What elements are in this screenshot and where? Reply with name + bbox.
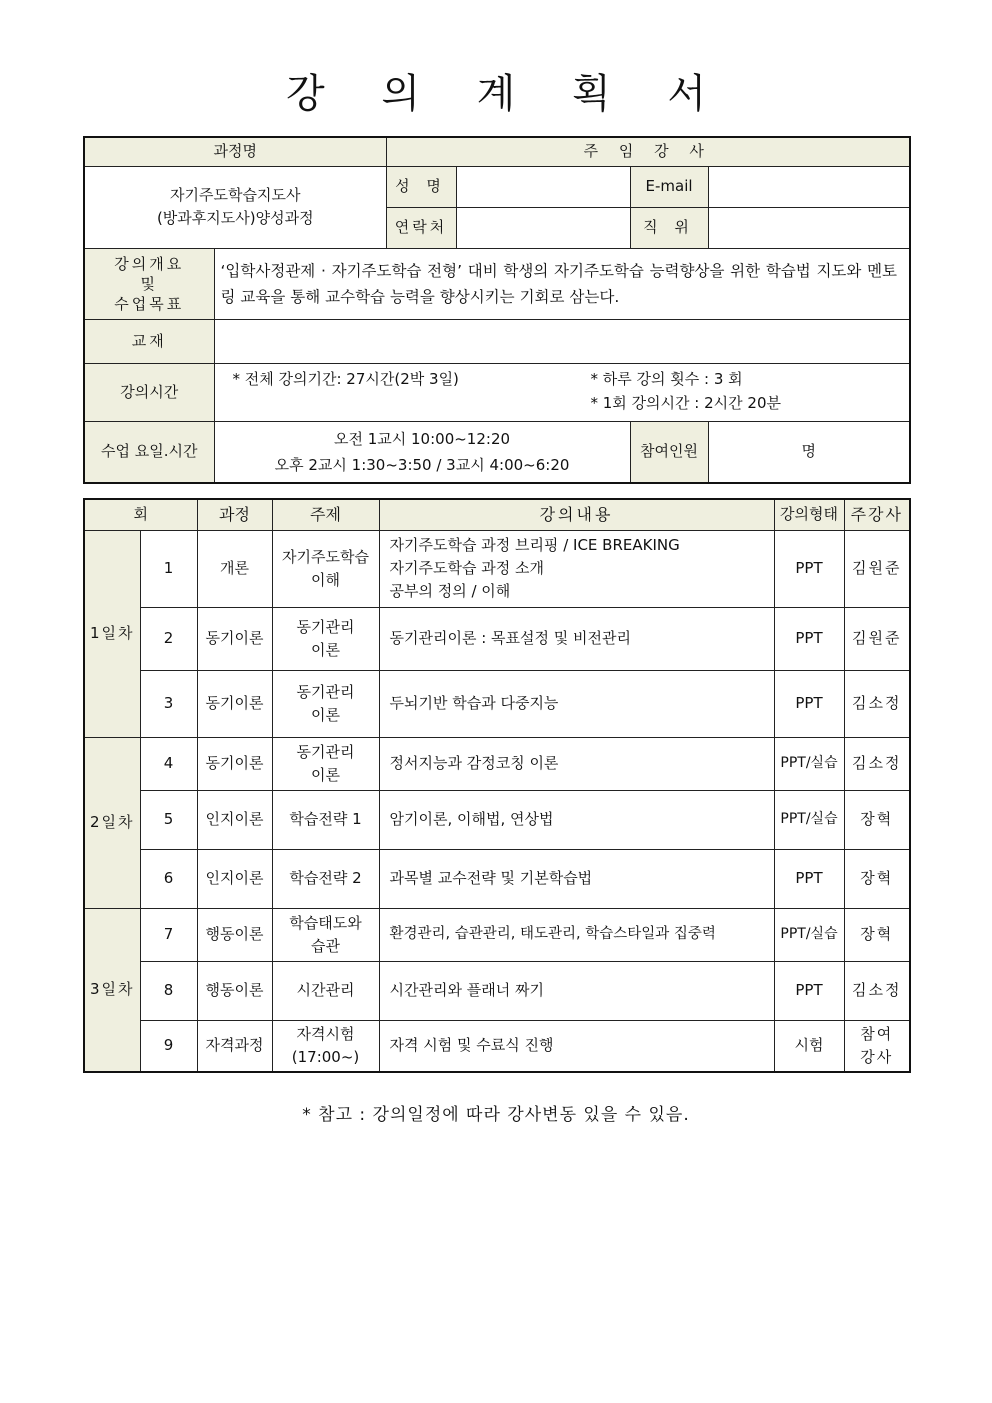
lecturer-header: 주강사 [844, 499, 910, 530]
row-number: 9 [140, 1020, 197, 1072]
day-label: 3일차 [84, 908, 140, 1072]
row-course: 자격과정 [197, 1020, 272, 1072]
row-format: 시험 [774, 1020, 844, 1072]
table-row [84, 670, 910, 737]
row-content: 과목별 교수전략 및 기본학습법 [379, 849, 774, 908]
row-lecturer: 장혁 [844, 790, 910, 849]
row-content: 환경관리, 습관관리, 태도관리, 학습스타일과 집중력 [379, 908, 774, 961]
table-row [84, 737, 910, 790]
row-lecturer-line1: 참여 [860, 1024, 894, 1043]
day-label: 1일차 [84, 530, 140, 737]
format-header: 강의형태 [774, 499, 844, 530]
table-row [84, 530, 910, 607]
overview-label-line2: 및 [140, 274, 158, 293]
row-lecturer: 김소정 [844, 737, 910, 790]
footnote: * 참고 : 강의일정에 따라 강사변동 있을 수 있음. [302, 1105, 690, 1125]
row-format: PPT/실습 [774, 737, 844, 790]
email-value[interactable] [708, 166, 910, 207]
session-time: * 1회 강의시간 : 2시간 20분 [590, 393, 781, 412]
row-lecturer: 김소정 [844, 961, 910, 1020]
schedule-label: 수업 요일.시간 [84, 421, 214, 483]
row-topic: 시간관리 [272, 961, 379, 1020]
row-topic-line1: 동기관리 [296, 682, 355, 701]
row-topic-line1: 자기주도학습 [282, 547, 369, 566]
row-topic-line2: 이해 [311, 570, 340, 589]
name-label: 성 명 [386, 166, 456, 207]
overview-label-line3: 수업목표 [114, 294, 185, 313]
row-topic-line2: 습관 [311, 936, 340, 955]
row-topic-line1: 동기관리 [296, 617, 355, 636]
lecture-time-details [214, 363, 910, 421]
row-format: PPT [774, 530, 844, 607]
row-number: 1 [140, 530, 197, 607]
overview-text: ‘입학사정관제 · 자기주도학습 전형’ 대비 학생의 자기주도학습 능력향상을 위한 학습법 지도와 멘토링 교육을 통해 교수학습 능력을 향상시키는 기회로 삼는다. [214, 248, 910, 319]
course-name-value [84, 166, 386, 248]
row-lecturer [844, 1020, 910, 1072]
afternoon-session: 오후 2교시 1:30~3:50 / 3교시 4:00~6:20 [274, 455, 570, 474]
row-topic-line2: 이론 [311, 705, 340, 724]
table-row [84, 849, 910, 908]
day-label: 2일차 [84, 737, 140, 908]
row-lecturer: 장혁 [844, 849, 910, 908]
contact-label: 연락처 [386, 207, 456, 248]
row-lecturer: 김원준 [844, 607, 910, 670]
participants-value: 명 [708, 421, 910, 483]
overview-label-line1: 강의개요 [114, 254, 185, 273]
row-format: PPT/실습 [774, 908, 844, 961]
row-topic [272, 670, 379, 737]
row-topic [272, 1020, 379, 1072]
schedule-table [83, 498, 911, 1073]
round-header: 회 [84, 499, 197, 530]
instructor-header: 주 임 강 사 [386, 137, 910, 166]
row-topic-line1: 학습태도와 [289, 913, 362, 932]
row-number: 2 [140, 607, 197, 670]
row-number: 3 [140, 670, 197, 737]
course-info-table [83, 136, 911, 484]
class-hours [214, 421, 630, 483]
row-topic [272, 908, 379, 961]
row-course: 행동이론 [197, 961, 272, 1020]
page-title: 강 의 계 획 서 [285, 71, 729, 117]
row-topic [272, 607, 379, 670]
contact-value[interactable] [456, 207, 630, 248]
row-content: 시간관리와 플래너 짜기 [379, 961, 774, 1020]
row-content: 암기이론, 이해법, 연상법 [379, 790, 774, 849]
row-lecturer: 장혁 [844, 908, 910, 961]
row-format: PPT [774, 961, 844, 1020]
row-format: PPT [774, 607, 844, 670]
daily-count: * 하루 강의 횟수 : 3 회 [590, 369, 743, 388]
row-content-line1: 자기주도학습 과정 브리핑 / ICE BREAKING [389, 536, 680, 554]
table-row [84, 607, 910, 670]
row-format: PPT [774, 670, 844, 737]
row-topic [272, 530, 379, 607]
row-content-line3: 공부의 정의 / 이해 [389, 582, 511, 600]
lecture-time-label: 강의시간 [84, 363, 214, 421]
textbook-label: 교재 [84, 319, 214, 363]
row-content [379, 530, 774, 607]
row-topic-line2: 이론 [311, 640, 340, 659]
row-number: 8 [140, 961, 197, 1020]
row-number: 5 [140, 790, 197, 849]
row-topic-line1: 자격시험 [296, 1024, 355, 1043]
row-course: 인지이론 [197, 849, 272, 908]
content-header: 강의내용 [379, 499, 774, 530]
row-topic-line2: (17:00~) [291, 1047, 360, 1066]
course-name-line1: 자기주도학습지도사 [170, 186, 301, 204]
email-label: E-mail [630, 166, 708, 207]
textbook-value [214, 319, 910, 363]
row-course: 개론 [197, 530, 272, 607]
table-row [84, 790, 910, 849]
table-row [84, 1020, 910, 1072]
row-course: 동기이론 [197, 737, 272, 790]
total-period: * 전체 강의기간: 27시간(2박 3일) [232, 369, 459, 388]
morning-session: 오전 1교시 10:00~12:20 [333, 429, 511, 448]
row-topic: 학습전략 1 [272, 790, 379, 849]
row-format: PPT/실습 [774, 790, 844, 849]
position-value[interactable] [708, 207, 910, 248]
overview-label [84, 248, 214, 319]
course-name-line2: (방과후지도사)양성과정 [156, 209, 314, 227]
row-topic-line1: 동기관리 [296, 742, 355, 761]
row-format: PPT [774, 849, 844, 908]
name-value[interactable] [456, 166, 630, 207]
row-topic: 학습전략 2 [272, 849, 379, 908]
row-course: 동기이론 [197, 670, 272, 737]
participants-label: 참여인원 [630, 421, 708, 483]
row-lecturer: 김원준 [844, 530, 910, 607]
row-lecturer-line2: 강사 [860, 1047, 894, 1066]
row-number: 6 [140, 849, 197, 908]
course-header: 과정 [197, 499, 272, 530]
row-number: 4 [140, 737, 197, 790]
row-course: 동기이론 [197, 607, 272, 670]
row-content: 정서지능과 감정코칭 이론 [379, 737, 774, 790]
row-content: 두뇌기반 학습과 다중지능 [379, 670, 774, 737]
course-name-header: 과정명 [84, 137, 386, 166]
row-topic [272, 737, 379, 790]
row-lecturer: 김소정 [844, 670, 910, 737]
row-course: 행동이론 [197, 908, 272, 961]
row-content: 자격 시험 및 수료식 진행 [379, 1020, 774, 1072]
position-label: 직 위 [630, 207, 708, 248]
row-number: 7 [140, 908, 197, 961]
topic-header: 주제 [272, 499, 379, 530]
row-topic-line2: 이론 [311, 765, 340, 784]
table-row [84, 908, 910, 961]
row-course: 인지이론 [197, 790, 272, 849]
table-row [84, 961, 910, 1020]
row-content-line2: 자기주도학습 과정 소개 [389, 559, 544, 577]
row-content: 동기관리이론 : 목표설정 및 비전관리 [379, 607, 774, 670]
